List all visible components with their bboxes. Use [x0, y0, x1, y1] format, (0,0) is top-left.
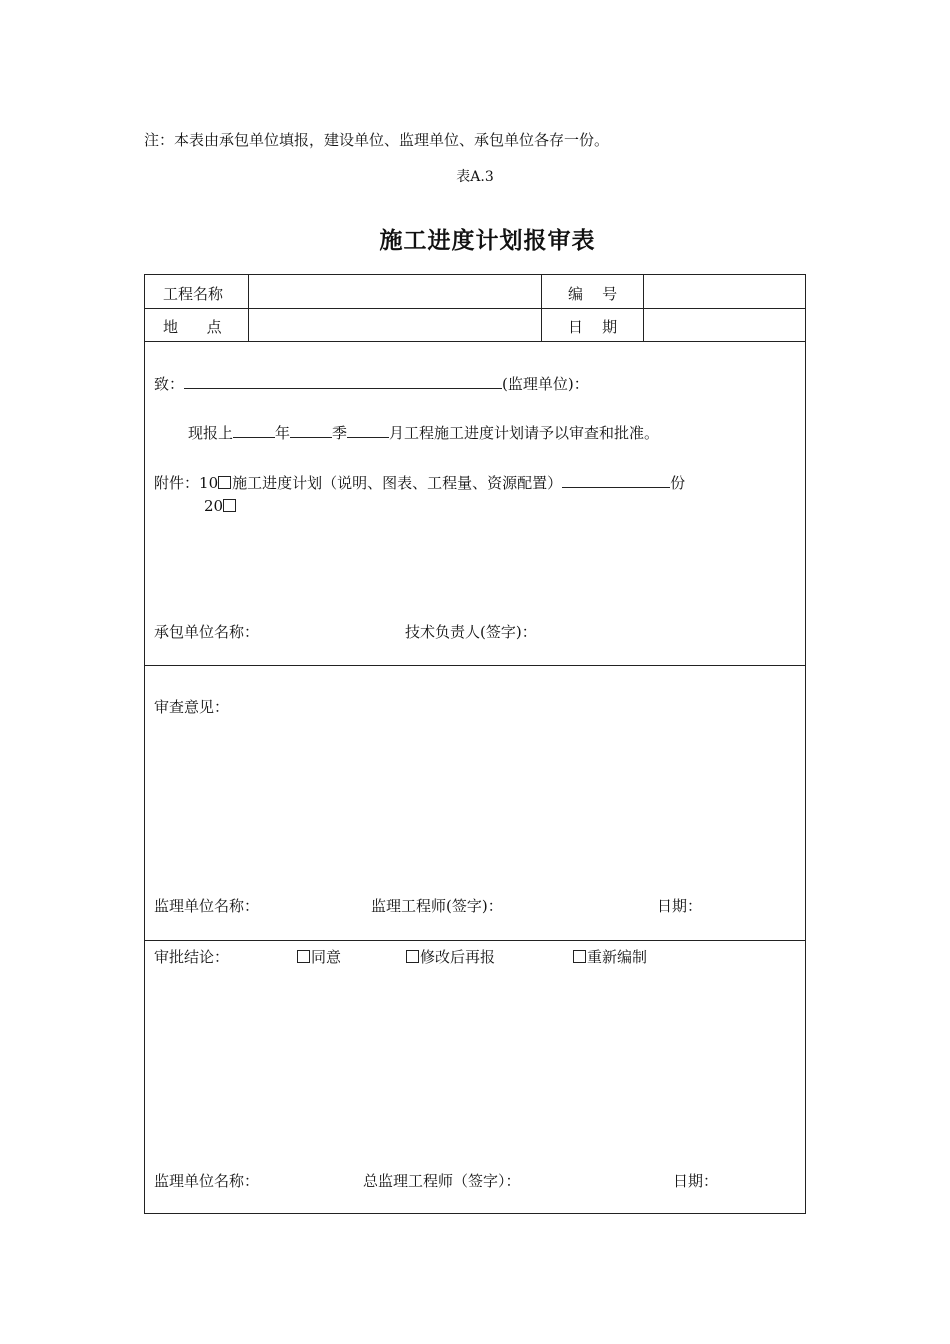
month-blank[interactable] — [347, 421, 389, 438]
option-revise-resubmit[interactable]: 修改后再报 — [406, 946, 495, 967]
section-divider — [145, 940, 805, 941]
approval-date-label: 日期： — [673, 1172, 719, 1190]
col-divider — [248, 275, 249, 341]
recompile-checkbox[interactable] — [573, 950, 586, 963]
location-label: 地 点 — [163, 318, 222, 336]
date-label: 日 期 — [568, 318, 618, 336]
contractor-name-label: 承包单位名称： — [154, 623, 260, 641]
review-engineer-signature-label: 监理工程师(签字)： — [371, 897, 503, 915]
approval-supervisor-unit-label: 监理单位名称： — [154, 1172, 260, 1190]
form-title: 施工进度计划报审表 — [379, 227, 596, 254]
row-divider — [145, 341, 805, 342]
attachment-line-2: 20 — [204, 497, 237, 515]
number-label: 编 号 — [568, 285, 618, 303]
supervisor-unit-blank[interactable] — [184, 372, 502, 389]
col-divider — [643, 275, 644, 341]
review-date-label: 日期： — [657, 897, 703, 915]
form-note: 注：本表由承包单位填报，建设单位、监理单位、承包单位各存一份。 — [144, 131, 610, 149]
revise-checkbox[interactable] — [406, 950, 419, 963]
review-supervisor-unit-label: 监理单位名称： — [154, 897, 260, 915]
option-recompile[interactable]: 重新编制 — [573, 946, 647, 967]
report-line: 现报上 年 季 月工程施工进度计划请予以审查和批准。 — [188, 421, 659, 443]
option-agree[interactable]: 同意 — [297, 946, 341, 967]
project-name-label: 工程名称 — [163, 285, 224, 303]
review-opinion-label: 审查意见： — [154, 698, 230, 716]
attachment-2-checkbox[interactable] — [223, 499, 236, 512]
report-form — [144, 274, 806, 1214]
chief-engineer-signature-label: 总监理工程师（签字）： — [363, 1172, 521, 1190]
tech-lead-signature-label: 技术负责人(签字)： — [405, 623, 537, 641]
table-label: 表A.3 — [456, 169, 494, 185]
row-divider — [145, 308, 805, 309]
copies-blank[interactable] — [562, 471, 670, 488]
year-blank[interactable] — [233, 421, 275, 438]
col-divider — [541, 275, 542, 341]
approval-conclusion-label: 审批结论： — [154, 948, 230, 966]
attachment-line-1: 附件：10 施工进度计划（说明、图表、工程量、资源配置） 份 — [154, 471, 685, 493]
to-line: 致： (监理单位)： — [154, 372, 589, 394]
agree-checkbox[interactable] — [297, 950, 310, 963]
season-blank[interactable] — [290, 421, 332, 438]
section-divider — [145, 665, 805, 666]
attachment-1-checkbox[interactable] — [218, 476, 231, 489]
